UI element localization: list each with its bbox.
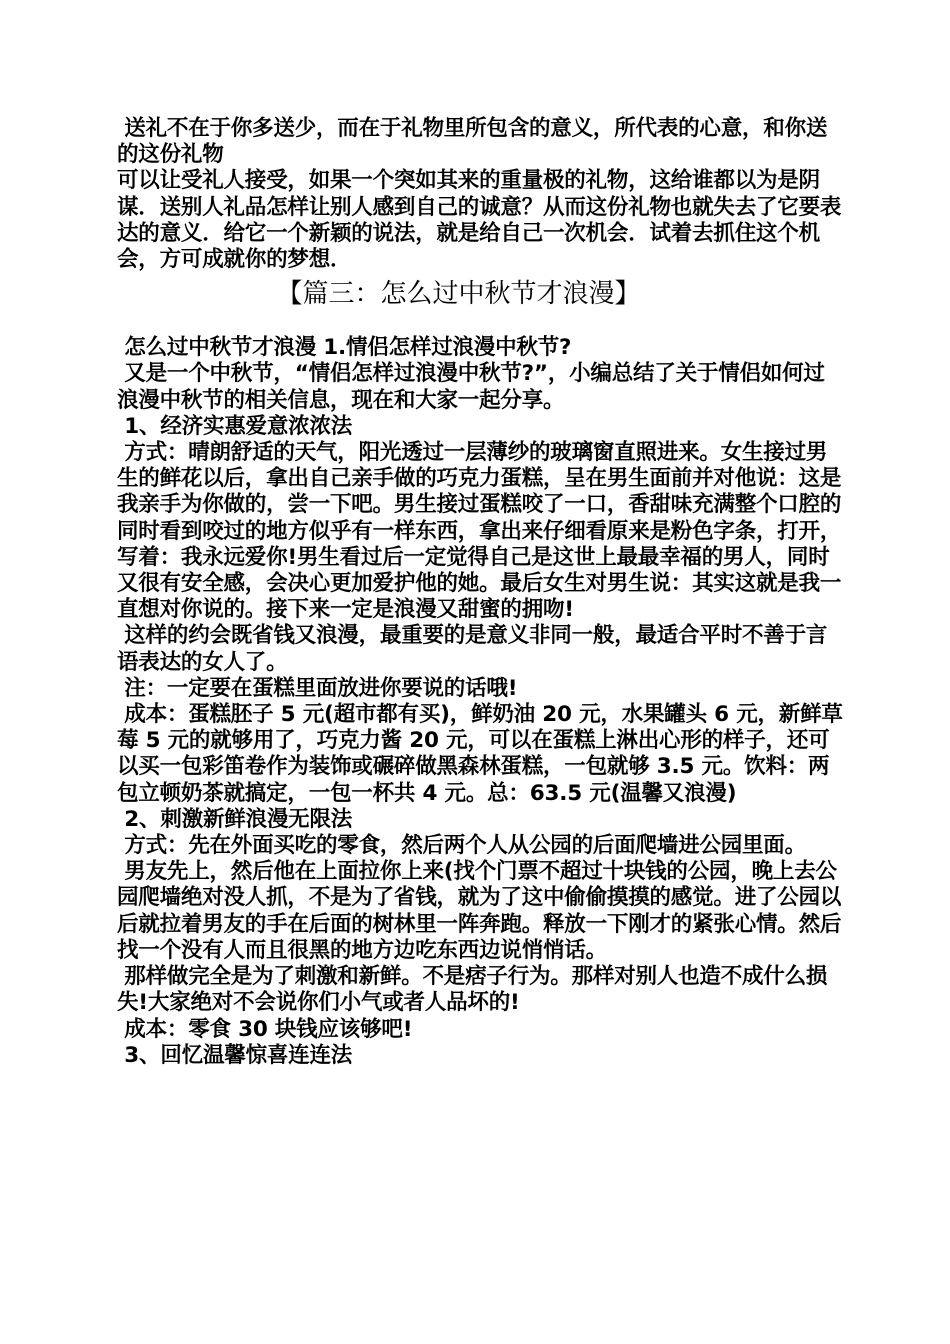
intro-paragraph-2: 可以让受礼人接受，如果一个突如其来的重量极的礼物，这给谁都以为是阴谋．送别人礼品怎样让别人感到自己的诚意？从而这份礼物也就失去了它要表达的意义．给它一个新颖的说法，就是给自己一次机会．试着去抓住这个机会，方可成就你的梦想．	[117, 168, 842, 273]
method-1-cost: 成本：蛋糕胚子 5 元(超市都有买)，鲜奶油 20 元，水果罐头 6 元，新鲜草莓 5 元的就够用了，巧克力酱 20 元，可以在蛋糕上淋出心形的样子，还可以买一包彩笛卷作为装饰或碾碎做黑森林蛋糕，一包就够 3.5 元。饮料：两包立顿奶茶就搞定，一包一杯共 4 元。总：63.5 元(温馨又浪漫)	[117, 702, 843, 806]
heading-question: 怎么过中秋节才浪漫 1.情侣怎样过浪漫中秋节?	[117, 335, 572, 361]
method-2-summary: 那样做完全是为了刺激和新鲜。不是痞子行为。那样对别人也造不成什么损失!大家绝对不会说你们小气或者人品坏的!	[117, 964, 828, 1016]
method-2-detail: 男友先上，然后他在上面拉你上来(找个门票不超过十块钱的公园，晚上去公园爬墙绝对没人抓，不是为了省钱，就为了这中偷偷摸摸的感觉。进了公园以后就拉着男友的手在后面的树林里一阵奔跑。释放一下刚才的紧张心情。然后找一个没有人而且很黑的地方边吃东西边说悄悄话。	[117, 859, 842, 963]
method-2-cost: 成本：零食 30 块钱应该够吧!	[117, 1016, 413, 1042]
method-1-heading: 1、经济实惠爱意浓浓法	[117, 413, 353, 439]
method-1-summary: 这样的约会既省钱又浪漫，最重要的是意义非同一般，最适合平时不善于言语表达的女人了。	[117, 623, 828, 675]
intro-paragraph-1: 送礼不在于你多送少，而在于礼物里所包含的意义，所代表的心意，和你送的这份礼物	[117, 116, 828, 168]
method-2-description: 方式：先在外面买吃的零食，然后两个人从公园的后面爬墙进公园里面。	[117, 833, 806, 859]
method-1-note: 注：一定要在蛋糕里面放进你要说的话哦!	[117, 675, 518, 701]
method-3-heading: 3、回忆温馨惊喜连连法	[117, 1042, 353, 1068]
method-1-description: 方式：晴朗舒适的天气，阳光透过一层薄纱的玻璃窗直照进来。女生接过男生的鲜花以后，拿出自己亲手做的巧克力蛋糕，呈在男生面前并对他说：这是我亲手为你做的，尝一下吧。男生接过蛋糕咬了一口，香甜味充满整个口腔的同时看到咬过的地方似乎有一样东西，拿出来仔细看原来是粉色字条，打开，写着：我永远爱你!男生看过后一定觉得自己是这世上最最幸福的男人，同时又很有安全感，会决心更加爱护他的她。最后女生对男生说：其实这就是我一直想对你说的。接下来一定是浪漫又甜蜜的拥吻!	[117, 440, 842, 623]
document-page	[117, 116, 845, 1069]
section-title: 【篇三：怎么过中秋节才浪漫】	[276, 279, 641, 310]
paragraph-intro: 又是一个中秋节，“情侣怎样过浪漫中秋节?”，小编总结了关于情侣如何过浪漫中秋节的相关信息，现在和大家一起分享。	[117, 361, 825, 413]
method-2-heading: 2、刺激新鲜浪漫无限法	[117, 806, 353, 832]
section-gap	[117, 311, 845, 335]
